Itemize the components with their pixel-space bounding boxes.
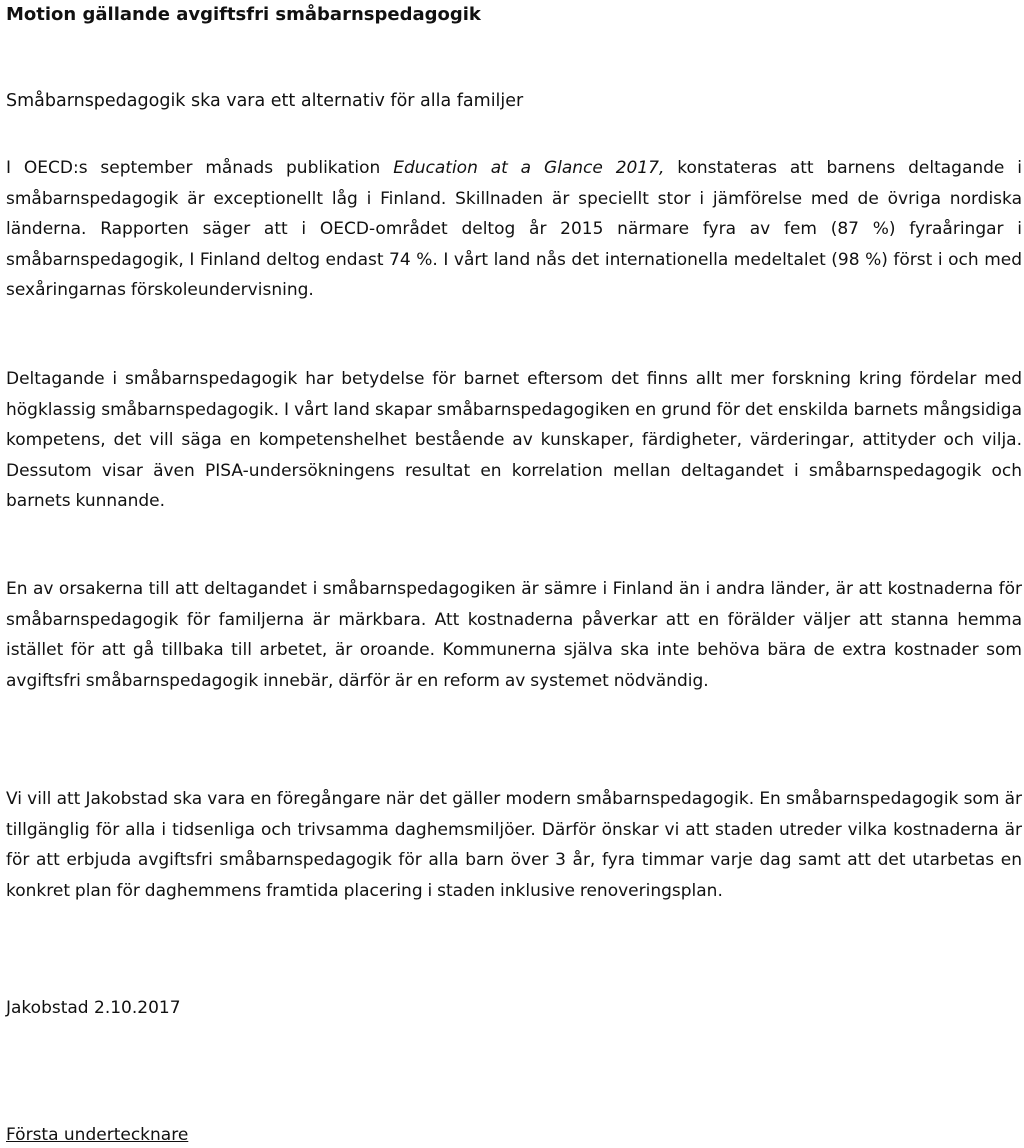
publication-title: Education at a Glance 2017, bbox=[393, 158, 665, 178]
paragraph-costs: En av orsakerna till att deltagandet i småbarnspedagogiken är sämre i Finland än i andra länder, är att kostnaderna för småbarnspedagogik för familjerna är märkbara. Att kostnaderna påverkar att en förälder väljer att stanna hemma istället för att gå tillbaka till arbetet, är oroande. Kommunerna själva ska inte behöva bära de extra kostnader som avgiftsfri småbarnspedagogik innebär, därför är en reform av systemet nödvändig. bbox=[6, 579, 1022, 691]
paragraph-proposal: Vi vill att Jakobstad ska vara en föregångare när det gäller modern småbarnspedagogik. En småbarnspedagogik som är tillgänglig för alla i tidsenliga och trivsamma daghemsmiljöer. Därför önskar vi att staden utreder vilka kostnaderna är för att erbjuda avgiftsfri småbarnspedagogik för alla barn över 3 år, fyra timmar varje dag samt att det utarbetas en konkret plan för daghemmens framtida placering i staden inklusive renoveringsplan. bbox=[6, 789, 1022, 901]
first-signer-label: Första undertecknare bbox=[6, 1125, 189, 1145]
paragraph-benefits: Deltagande i småbarnspedagogik har betydelse för barnet eftersom det finns allt mer forskning kring fördelar med högklassig småbarnspedagogik. I vårt land skapar småbarnspedagogiken en grund för det enskilda barnets mångsidiga kompetens, det vill säga en kompetenshelhet bestående av kunskaper, färdigheter, värderingar, attityder och vilja. Dessutom visar även PISA-undersökningens resultat en korrelation mellan deltagandet i småbarnspedagogik och barnets kunnande. bbox=[6, 369, 1022, 512]
paragraph-oecd-rest: konstateras att barnens deltagande i småbarnspedagogik är exceptionellt låg i Finland. Skillnaden är speciellt stor i jämförelse med de övriga nordiska länderna. Rapporten säger att i OECD-området deltog år 2015 närmare fyra av fem (87 %) fyraåringar i småbarnspedagogik, I Finland deltog endast 74 %. I vårt land nås det internationella medeltalet (98 %) först i och med sexåringarnas förskoleundervisning. bbox=[6, 158, 1022, 301]
paragraph-oecd bbox=[6, 153, 1022, 306]
place-and-date: Jakobstad 2.10.2017 bbox=[6, 998, 181, 1018]
paragraph-oecd-lead: I OECD:s september månads publikation bbox=[6, 158, 394, 178]
motion-title: Motion gällande avgiftsfri småbarnspedagogik bbox=[6, 4, 481, 25]
motion-subtitle: Småbarnspedagogik ska vara ett alternativ för alla familjer bbox=[6, 91, 524, 111]
